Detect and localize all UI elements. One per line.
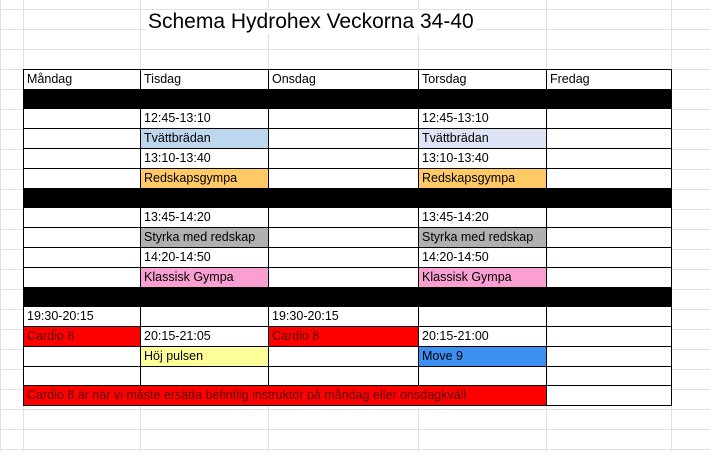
cell[interactable] bbox=[269, 169, 419, 189]
cell[interactable] bbox=[269, 268, 419, 288]
time-cell[interactable]: 20:15-21:05 bbox=[141, 327, 269, 347]
cell[interactable] bbox=[419, 90, 547, 109]
cell[interactable] bbox=[141, 189, 269, 208]
table-row bbox=[24, 228, 672, 248]
cell[interactable] bbox=[24, 228, 141, 248]
cell[interactable] bbox=[269, 347, 419, 367]
cell[interactable] bbox=[547, 149, 672, 169]
cell[interactable] bbox=[547, 288, 672, 307]
cell[interactable] bbox=[24, 208, 141, 228]
table-row bbox=[24, 149, 672, 169]
cell[interactable] bbox=[547, 129, 672, 149]
cell[interactable] bbox=[141, 288, 269, 307]
cell[interactable] bbox=[419, 288, 547, 307]
table-row bbox=[24, 347, 672, 367]
day-header-tuesday[interactable]: Tisdag bbox=[141, 70, 269, 90]
table-row bbox=[24, 208, 672, 228]
cell[interactable] bbox=[547, 208, 672, 228]
cell[interactable] bbox=[269, 248, 419, 268]
cell[interactable] bbox=[547, 307, 672, 327]
day-header-monday[interactable]: Måndag bbox=[24, 70, 141, 90]
class-cell[interactable]: Cardio 8 bbox=[24, 327, 141, 347]
cell[interactable] bbox=[547, 327, 672, 347]
table-row bbox=[24, 129, 672, 149]
separator-row bbox=[24, 189, 672, 208]
cell[interactable] bbox=[24, 149, 141, 169]
cell[interactable] bbox=[24, 109, 141, 129]
class-cell[interactable]: Redskapsgympa bbox=[419, 169, 547, 189]
cell[interactable] bbox=[269, 90, 419, 109]
cell[interactable] bbox=[269, 288, 419, 307]
table-row bbox=[24, 268, 672, 288]
cell[interactable] bbox=[24, 189, 141, 208]
cell[interactable] bbox=[24, 90, 141, 109]
cell[interactable] bbox=[269, 367, 419, 386]
class-cell[interactable]: Höj pulsen bbox=[141, 347, 269, 367]
cell[interactable] bbox=[547, 228, 672, 248]
day-header-friday[interactable]: Fredag bbox=[547, 70, 672, 90]
time-cell[interactable]: 13:45-14:20 bbox=[419, 208, 547, 228]
time-cell[interactable]: 19:30-20:15 bbox=[269, 307, 419, 327]
cell[interactable] bbox=[24, 268, 141, 288]
cell[interactable] bbox=[547, 386, 672, 406]
day-header-row bbox=[24, 70, 672, 90]
class-cell[interactable]: Cardio 8 bbox=[269, 327, 419, 347]
time-cell[interactable]: 13:10-13:40 bbox=[141, 149, 269, 169]
cell[interactable] bbox=[269, 208, 419, 228]
class-cell[interactable]: Klassisk Gympa bbox=[141, 268, 269, 288]
class-cell[interactable]: Move 9 bbox=[419, 347, 547, 367]
time-cell[interactable]: 12:45-13:10 bbox=[141, 109, 269, 129]
cell[interactable] bbox=[24, 347, 141, 367]
day-header-wednesday[interactable]: Onsdag bbox=[269, 70, 419, 90]
cell[interactable] bbox=[269, 129, 419, 149]
schedule-table bbox=[23, 69, 672, 406]
class-cell[interactable]: Tvättbrädan bbox=[141, 129, 269, 149]
cell[interactable] bbox=[419, 367, 547, 386]
cell[interactable] bbox=[24, 129, 141, 149]
cell[interactable] bbox=[547, 248, 672, 268]
day-header-thursday[interactable]: Torsdag bbox=[419, 70, 547, 90]
cell[interactable] bbox=[24, 248, 141, 268]
note-row bbox=[24, 386, 672, 406]
class-cell[interactable]: Tvättbrädan bbox=[419, 129, 547, 149]
time-cell[interactable]: 14:20-14:50 bbox=[141, 248, 269, 268]
cell[interactable] bbox=[141, 90, 269, 109]
class-cell[interactable]: Styrka med redskap bbox=[419, 228, 547, 248]
time-cell[interactable]: 14:20-14:50 bbox=[419, 248, 547, 268]
class-cell[interactable]: Styrka med redskap bbox=[141, 228, 269, 248]
table-row bbox=[24, 248, 672, 268]
table-row bbox=[24, 327, 672, 347]
class-cell[interactable]: Redskapsgympa bbox=[141, 169, 269, 189]
table-row bbox=[24, 367, 672, 386]
separator-row bbox=[24, 288, 672, 307]
time-cell[interactable]: 19:30-20:15 bbox=[24, 307, 141, 327]
cell[interactable] bbox=[547, 109, 672, 129]
cell[interactable] bbox=[547, 367, 672, 386]
cell[interactable] bbox=[141, 307, 269, 327]
table-row bbox=[24, 307, 672, 327]
table-row bbox=[24, 109, 672, 129]
time-cell[interactable]: 13:45-14:20 bbox=[141, 208, 269, 228]
page-title: Schema Hydrohex Veckorna 34-40 bbox=[148, 10, 474, 33]
cell[interactable] bbox=[547, 169, 672, 189]
cell[interactable] bbox=[547, 189, 672, 208]
cell[interactable] bbox=[24, 367, 141, 386]
cell[interactable] bbox=[547, 268, 672, 288]
time-cell[interactable]: 13:10-13:40 bbox=[419, 149, 547, 169]
cell[interactable] bbox=[269, 149, 419, 169]
cell[interactable] bbox=[269, 109, 419, 129]
cell[interactable] bbox=[24, 288, 141, 307]
cell[interactable] bbox=[419, 307, 547, 327]
cell[interactable] bbox=[24, 169, 141, 189]
cell[interactable] bbox=[269, 189, 419, 208]
separator-row bbox=[24, 90, 672, 109]
table-row bbox=[24, 169, 672, 189]
time-cell[interactable]: 12:45-13:10 bbox=[419, 109, 547, 129]
note-cell[interactable]: Cardio 8 är när vi måste ersätta befintlig instruktör på måndag eller onsdagkväll bbox=[24, 386, 547, 406]
class-cell[interactable]: Klassisk Gympa bbox=[419, 268, 547, 288]
cell[interactable] bbox=[269, 228, 419, 248]
cell[interactable] bbox=[419, 189, 547, 208]
cell[interactable] bbox=[141, 367, 269, 386]
cell[interactable] bbox=[547, 90, 672, 109]
time-cell[interactable]: 20:15-21:00 bbox=[419, 327, 547, 347]
cell[interactable] bbox=[547, 347, 672, 367]
